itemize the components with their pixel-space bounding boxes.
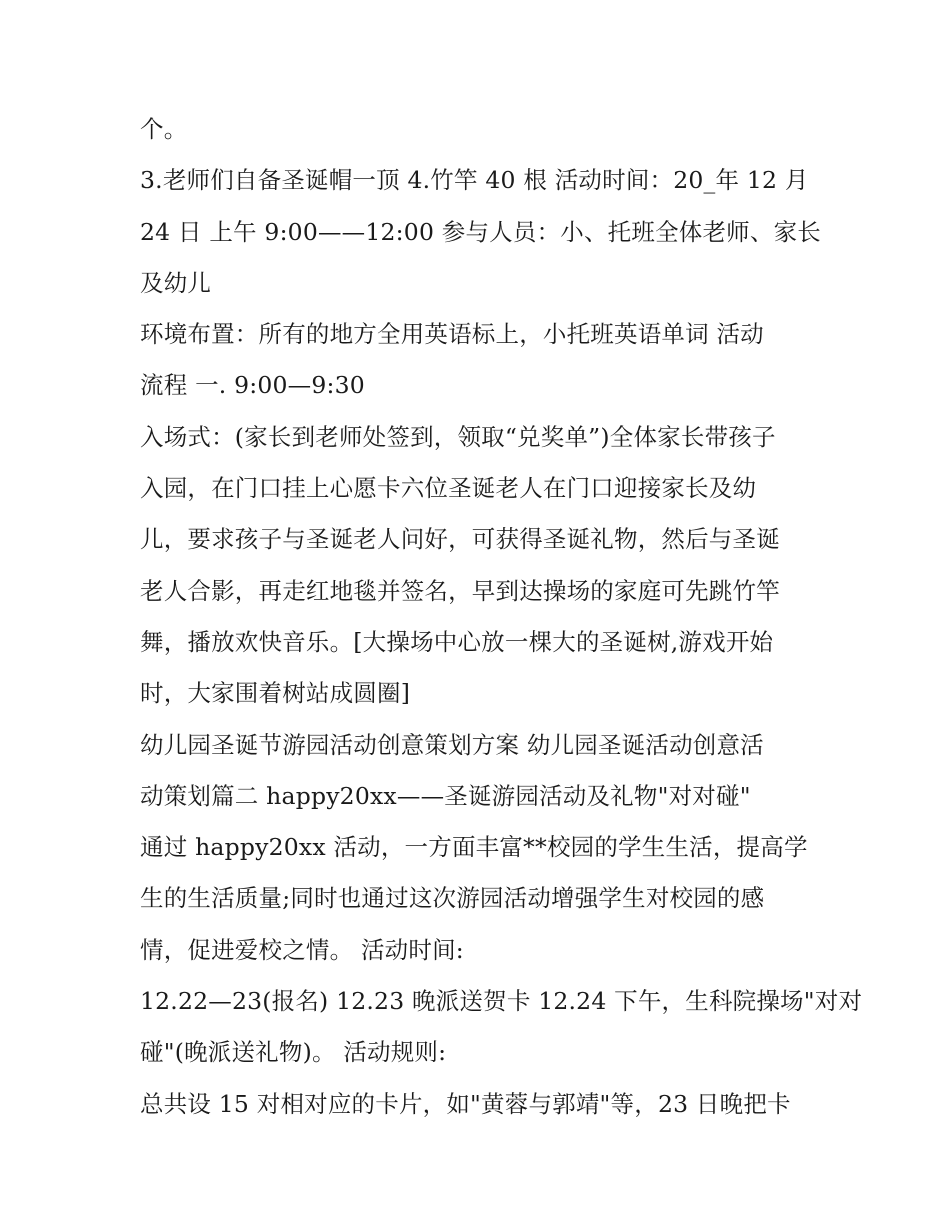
- text-line-14: 动策划篇二 happy20xx——圣诞游园活动及礼物"对对碰": [140, 781, 751, 810]
- text-line-15: 通过 happy20xx 活动，一方面丰富**校园的学生生活，提高学: [140, 833, 808, 862]
- text-line-16: 生的生活质量;同时也通过这次游园活动增强学生对校园的感: [140, 884, 765, 913]
- text-line-6: 流程 一. 9:00—9:30: [140, 371, 365, 400]
- text-line-13: 幼儿园圣诞节游园活动创意策划方案 幼儿园圣诞活动创意活: [140, 730, 764, 759]
- text-line-2: 3.老师们自备圣诞帽一顶 4.竹竿 40 根 活动时间：20_年 12 月: [140, 166, 809, 195]
- text-line-3: 24 日 上午 9:00——12:00 参与人员：小、托班全体老师、家长: [140, 217, 821, 246]
- text-line-10: 老人合影，再走红地毯并签名，早到达操场的家庭可先跳竹竿: [140, 576, 780, 605]
- text-line-8: 入园，在门口挂上心愿卡六位圣诞老人在门口迎接家长及幼: [140, 474, 757, 503]
- text-line-17: 情，促进爱校之情。 活动时间:: [140, 935, 464, 964]
- text-line-20: 总共设 15 对相对应的卡片，如"黄蓉与郭靖"等，23 日晚把卡: [140, 1089, 791, 1118]
- text-line-4: 及幼儿: [140, 268, 212, 297]
- text-line-5: 环境布置：所有的地方全用英语标上，小托班英语单词 活动: [140, 320, 764, 349]
- text-line-7: 入场式：(家长到老师处签到，领取“兑奖单”)全体家长带孩子: [140, 422, 776, 451]
- document-body: [140, 104, 863, 1130]
- text-line-19: 碰"(晚派送礼物)。 活动规则:: [140, 1038, 447, 1067]
- text-line-18: 12.22—23(报名) 12.23 晚派送贺卡 12.24 下午，生科院操场"对对: [140, 987, 863, 1016]
- text-line-11: 舞，播放欢快音乐。[大操场中心放一棵大的圣诞树,游戏开始: [140, 627, 774, 656]
- text-line-12: 时，大家围着树站成圆圈]: [140, 679, 411, 708]
- text-line-1: 个。: [140, 115, 188, 143]
- text-line-9: 儿，要求孩子与圣诞老人问好，可获得圣诞礼物，然后与圣诞: [140, 525, 780, 554]
